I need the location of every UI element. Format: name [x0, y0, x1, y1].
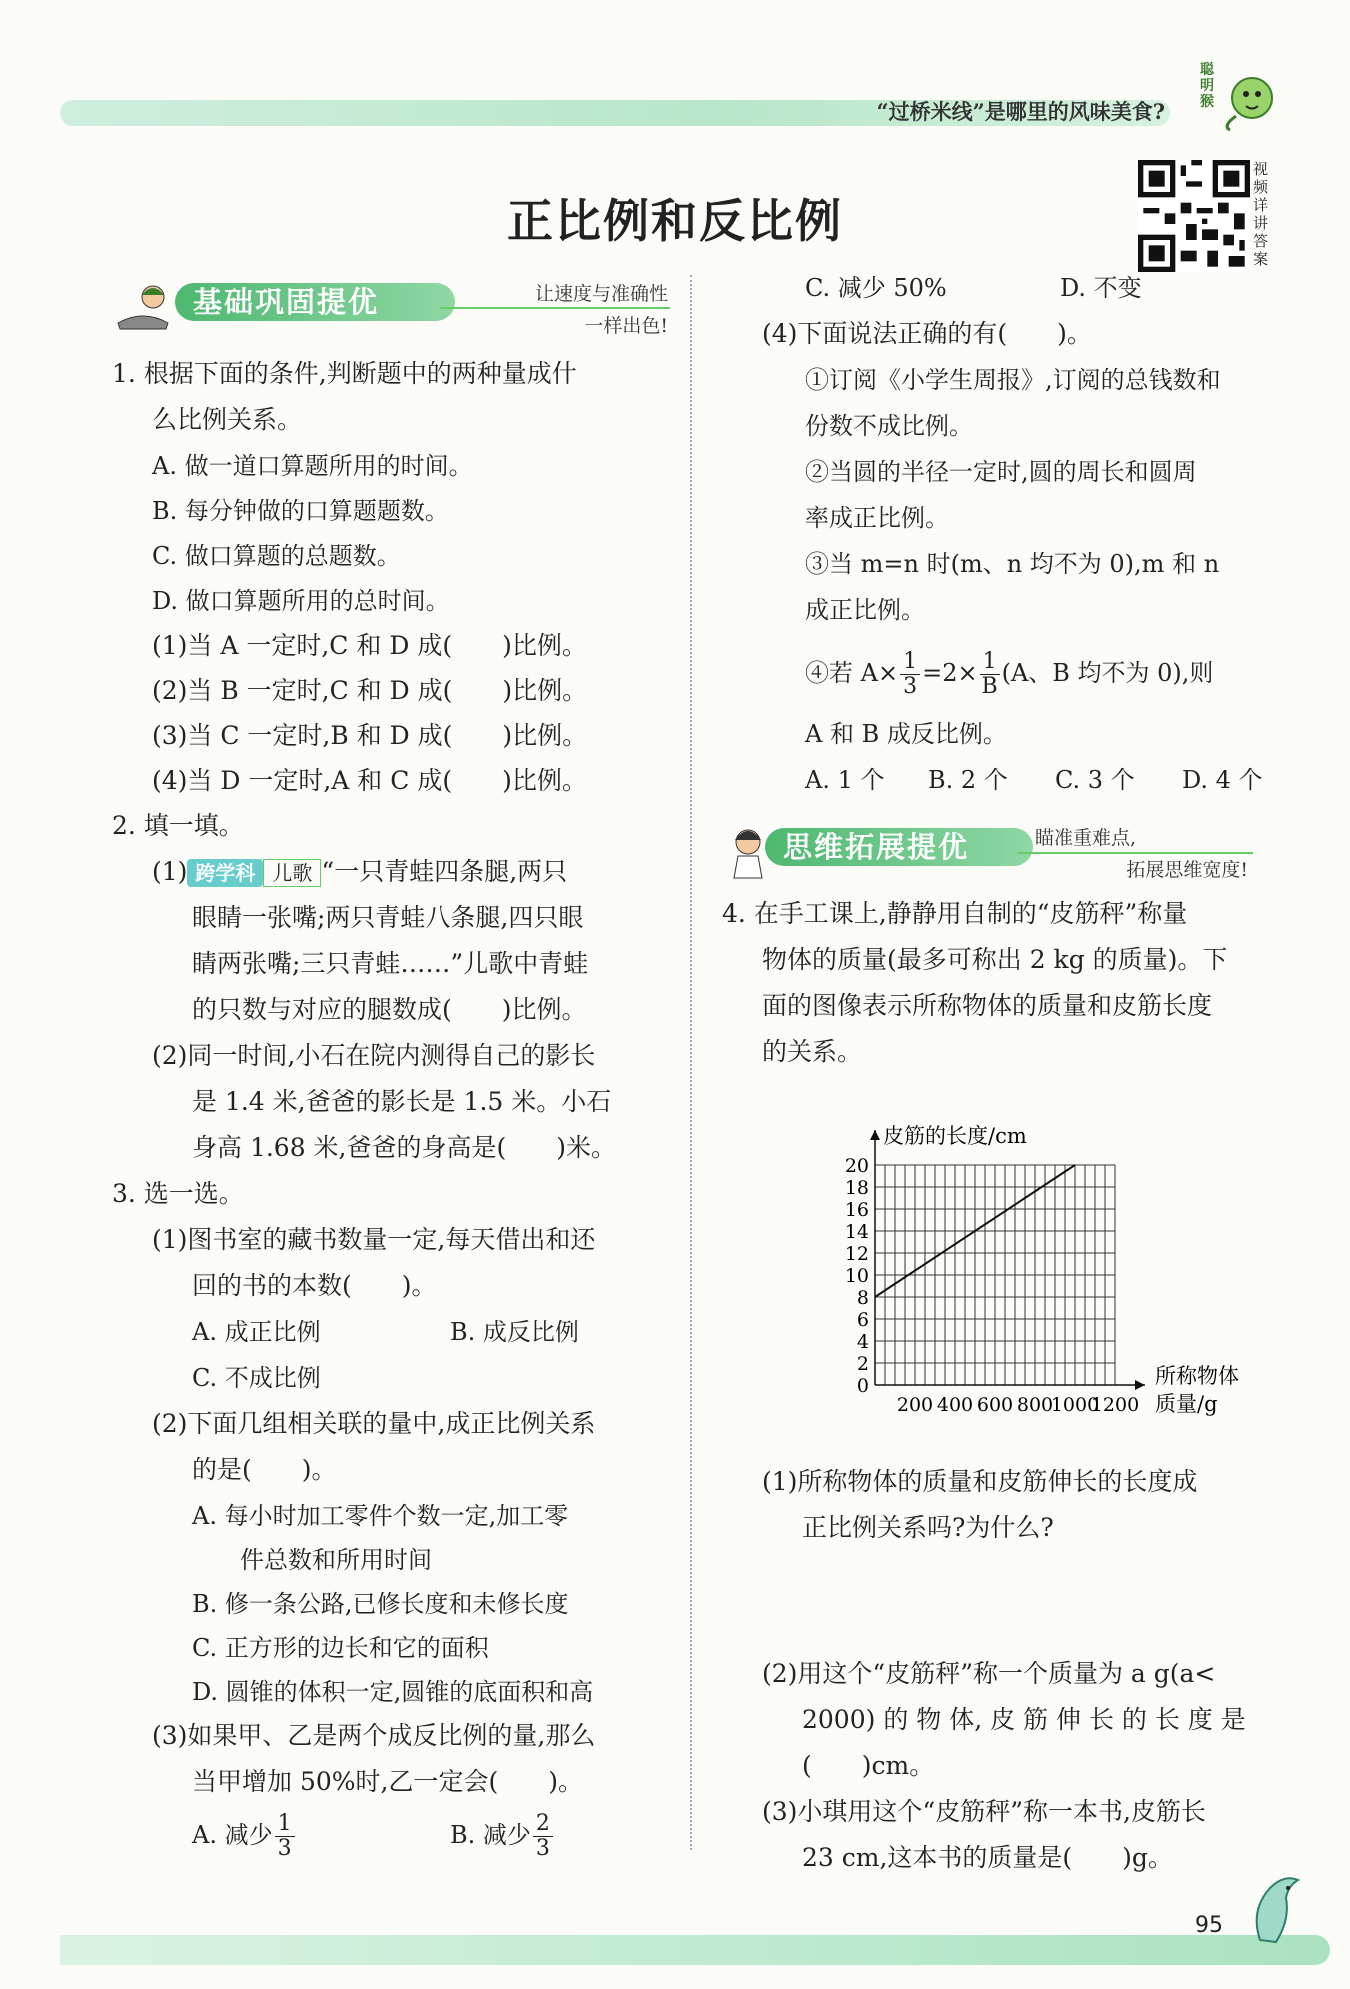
section-extend-note-2: 拓展思维宽度! — [1126, 859, 1248, 881]
rubber-band-chart — [760, 1070, 1280, 1430]
section-extend-line — [1018, 852, 1253, 854]
y-tick-label: 20 — [844, 1155, 869, 1177]
frac-den: 3 — [903, 674, 918, 699]
q4-line2: 物体的质量(最多可称出 2 kg 的质量)。下 — [762, 945, 1228, 974]
nursery-rhyme-tag: 儿歌 — [263, 859, 321, 887]
column-divider — [690, 275, 692, 1850]
frac-num: 2 — [533, 1812, 553, 1837]
fraction-one-third — [900, 650, 920, 699]
q3-part3-line1: (3)如果甲、乙是两个成反比例的量,那么 — [152, 1721, 596, 1750]
q3-part4-s1-l2: 份数不成比例。 — [805, 412, 973, 440]
fraction-one-over-b — [980, 650, 1000, 699]
x-tick-label: 400 — [936, 1394, 974, 1416]
q3-part4-s2-l1: ②当圆的半径一定时,圆的周长和圆周 — [805, 458, 1197, 486]
q3-part1-option-c[interactable]: C. 不成比例 — [192, 1364, 321, 1392]
q3-part3-option-d[interactable]: D. 不变 — [1060, 274, 1142, 302]
q1-option-b: B. 每分钟做的口算题题数。 — [152, 497, 449, 525]
x-tick-label: 200 — [896, 1394, 934, 1416]
q3-part4-option-c[interactable]: C. 3 个 — [1055, 766, 1135, 794]
q3-part2-option-d[interactable]: D. 圆锥的体积一定,圆锥的底面积和高 — [192, 1678, 594, 1706]
s4-mid: =2× — [922, 659, 978, 687]
x-axis-label-1: 所称物体 — [1155, 1364, 1239, 1388]
q3-part2-option-a-2: 件总数和所用时间 — [240, 1546, 432, 1574]
q3-part2-option-c[interactable]: C. 正方形的边长和它的面积 — [192, 1634, 489, 1662]
section-extend-banner: 思维拓展提优 — [765, 828, 1033, 866]
qr-label: 视频详讲答案 — [1253, 160, 1269, 268]
q1-option-c: C. 做口算题的总题数。 — [152, 542, 401, 570]
q1-option-a: A. 做一道口算题所用的时间。 — [152, 452, 473, 480]
section-basic-note-1: 让速度与准确性 — [534, 283, 668, 305]
frac-den: 3 — [535, 1836, 550, 1861]
q3-part1-option-a[interactable]: A. 成正比例 — [192, 1318, 321, 1346]
section-extend-note-1: 瞄准重难点, — [1035, 827, 1137, 849]
q3-part1-option-b[interactable]: B. 成反比例 — [450, 1318, 579, 1346]
y-axis-label: 皮筋的长度/cm — [883, 1124, 1027, 1148]
x-tick-label: 800 — [1016, 1394, 1054, 1416]
q3-part3-line2[interactable]: 当甲增加 50%时,乙一定会( )。 — [192, 1767, 583, 1796]
frac-den: B — [981, 674, 998, 699]
q2-part2-line2: 是 1.4 米,爸爸的影长是 1.5 米。小石 — [192, 1087, 612, 1116]
x-tick-label: 1200 — [1090, 1394, 1140, 1416]
q4-sub2-line2: 2000) 的 物 体, 皮 筋 伸 长 的 长 度 是 — [802, 1705, 1246, 1734]
q1-stem-2: 么比例关系。 — [152, 405, 303, 434]
q2-part1-line3: 睛两张嘴;三只青蛙……”儿歌中青蛙 — [192, 949, 589, 978]
q2-part1-text1: “一只青蛙四条腿,两只 — [321, 857, 568, 886]
q3-part3-option-a[interactable] — [192, 1812, 297, 1861]
q3-part2-option-a-1[interactable]: A. 每小时加工零件个数一定,加工零 — [192, 1502, 569, 1530]
mascot-label: 聪明猴 — [1200, 62, 1214, 110]
q3-part4-option-d[interactable]: D. 4 个 — [1182, 766, 1263, 794]
q2-part1-prefix: (1) — [152, 857, 188, 886]
q3-part2-option-b[interactable]: B. 修一条公路,已修长度和未修长度 — [192, 1590, 569, 1618]
q4-sub2-line1: (2)用这个“皮筋秤”称一个质量为 a g(a< — [762, 1659, 1216, 1688]
x-axis-arrow-icon — [1135, 1380, 1145, 1390]
q3-part2-line2[interactable]: 的是( )。 — [192, 1455, 337, 1484]
frac-den: 3 — [277, 1836, 292, 1861]
y-tick-label: 8 — [856, 1287, 869, 1309]
q3-part3-option-c[interactable]: C. 减少 50% — [805, 274, 947, 302]
x-axis-label-2: 质量/g — [1155, 1392, 1218, 1416]
q4-line3: 面的图像表示所称物体的质量和皮筋长度 — [762, 991, 1213, 1020]
q3-part4-s3-l2: 成正比例。 — [805, 596, 925, 624]
y-tick-label: 14 — [844, 1221, 869, 1243]
q3-part3-option-b[interactable] — [450, 1812, 555, 1861]
q4-sub2-line3[interactable]: ( )cm。 — [802, 1751, 935, 1780]
q3-part4-stem[interactable]: (4)下面说法正确的有( )。 — [762, 319, 1092, 348]
q3-part4-s4-l1 — [805, 650, 1213, 699]
q3-stem: 3. 选一选。 — [112, 1179, 244, 1208]
section-basic-banner: 基础巩固提优 — [175, 283, 455, 321]
x-tick-label: 1000 — [1050, 1394, 1100, 1416]
y-tick-label: 6 — [856, 1309, 869, 1331]
s4-prefix: ④若 A× — [805, 659, 899, 687]
frac-num: 1 — [900, 650, 920, 675]
q3-part4-option-a[interactable]: A. 1 个 — [805, 766, 885, 794]
q2-part1-line2: 眼睛一张嘴;两只青蛙八条腿,四只眼 — [192, 903, 584, 932]
y-tick-label: 0 — [856, 1375, 869, 1397]
option-a-prefix: A. 减少 — [192, 1821, 273, 1849]
y-tick-label: 2 — [856, 1353, 869, 1375]
q1-sub-2[interactable]: (2)当 B 一定时,C 和 D 成( )比例。 — [152, 676, 588, 705]
q3-part1-line2[interactable]: 回的书的本数( )。 — [192, 1271, 437, 1300]
q4-sub3-line2[interactable]: 23 cm,这本书的质量是( )g。 — [802, 1843, 1173, 1872]
q4-sub1-line1: (1)所称物体的质量和皮筋伸长的长度成 — [762, 1467, 1198, 1496]
y-tick-label: 18 — [844, 1177, 869, 1199]
footer-band — [60, 1935, 1330, 1965]
q2-part1-line1 — [152, 850, 567, 894]
q1-sub-1[interactable]: (1)当 A 一定时,C 和 D 成( )比例。 — [152, 631, 587, 660]
q3-part4-s1-l1: ①订阅《小学生周报》,订阅的总钱数和 — [805, 366, 1221, 394]
q1-sub-3[interactable]: (3)当 C 一定时,B 和 D 成( )比例。 — [152, 721, 588, 750]
q3-part4-s3-l1: ③当 m=n 时(m、n 均不为 0),m 和 n — [805, 550, 1220, 578]
q4-line1: 4. 在手工课上,静静用自制的“皮筋秤”称量 — [722, 899, 1188, 928]
q4-sub3-line1: (3)小琪用这个“皮筋秤”称一本书,皮筋长 — [762, 1797, 1206, 1826]
qr-code-icon[interactable] — [1138, 160, 1250, 272]
q4-sub1-line2[interactable]: 正比例关系吗?为什么? — [802, 1513, 1054, 1542]
q2-part2-line1: (2)同一时间,小石在院内测得自己的影长 — [152, 1041, 596, 1070]
header-tagline: “过桥米线”是哪里的风味美食? — [876, 99, 1165, 124]
q3-part4-option-b[interactable]: B. 2 个 — [928, 766, 1008, 794]
q3-part4-s4-l2: A 和 B 成反比例。 — [805, 720, 1007, 748]
fraction-one-third — [275, 1812, 295, 1861]
page-number: 95 — [1195, 1913, 1223, 1938]
q1-stem-1: 1. 根据下面的条件,判断题中的两种量成什 — [112, 359, 577, 388]
y-axis-arrow-icon — [870, 1130, 880, 1140]
frac-num: 1 — [980, 650, 1000, 675]
y-tick-label: 4 — [856, 1331, 869, 1353]
q3-part2-line1: (2)下面几组相关联的量中,成正比例关系 — [152, 1409, 596, 1438]
section-basic-note-2: 一样出色! — [584, 315, 668, 337]
q3-part4-s2-l2: 率成正比例。 — [805, 504, 949, 532]
dolphin-icon — [1240, 1870, 1310, 1950]
fraction-two-thirds — [533, 1812, 553, 1861]
y-tick-label: 10 — [844, 1265, 869, 1287]
student-icon — [108, 283, 178, 333]
page-title: 正比例和反比例 — [507, 194, 843, 248]
section-basic-line — [440, 307, 670, 309]
q3-part1-line1: (1)图书室的藏书数量一定,每天借出和还 — [152, 1225, 596, 1254]
q1-sub-4[interactable]: (4)当 D 一定时,A 和 C 成( )比例。 — [152, 766, 587, 795]
cross-subject-tag: 跨学科 — [187, 859, 263, 887]
y-tick-label: 16 — [844, 1199, 869, 1221]
x-tick-label: 600 — [976, 1394, 1014, 1416]
q4-line4: 的关系。 — [762, 1037, 863, 1066]
s4-post: (A、B 均不为 0),则 — [1001, 659, 1214, 687]
frac-num: 1 — [275, 1812, 295, 1837]
option-b-prefix: B. 减少 — [450, 1821, 531, 1849]
q1-option-d: D. 做口算题所用的总时间。 — [152, 587, 450, 615]
q2-part1-line4[interactable]: 的只数与对应的腿数成( )比例。 — [192, 995, 587, 1024]
q2-part2-line3[interactable]: 身高 1.68 米,爸爸的身高是( )米。 — [192, 1133, 617, 1162]
q2-stem: 2. 填一填。 — [112, 811, 244, 840]
y-tick-label: 12 — [844, 1243, 869, 1265]
